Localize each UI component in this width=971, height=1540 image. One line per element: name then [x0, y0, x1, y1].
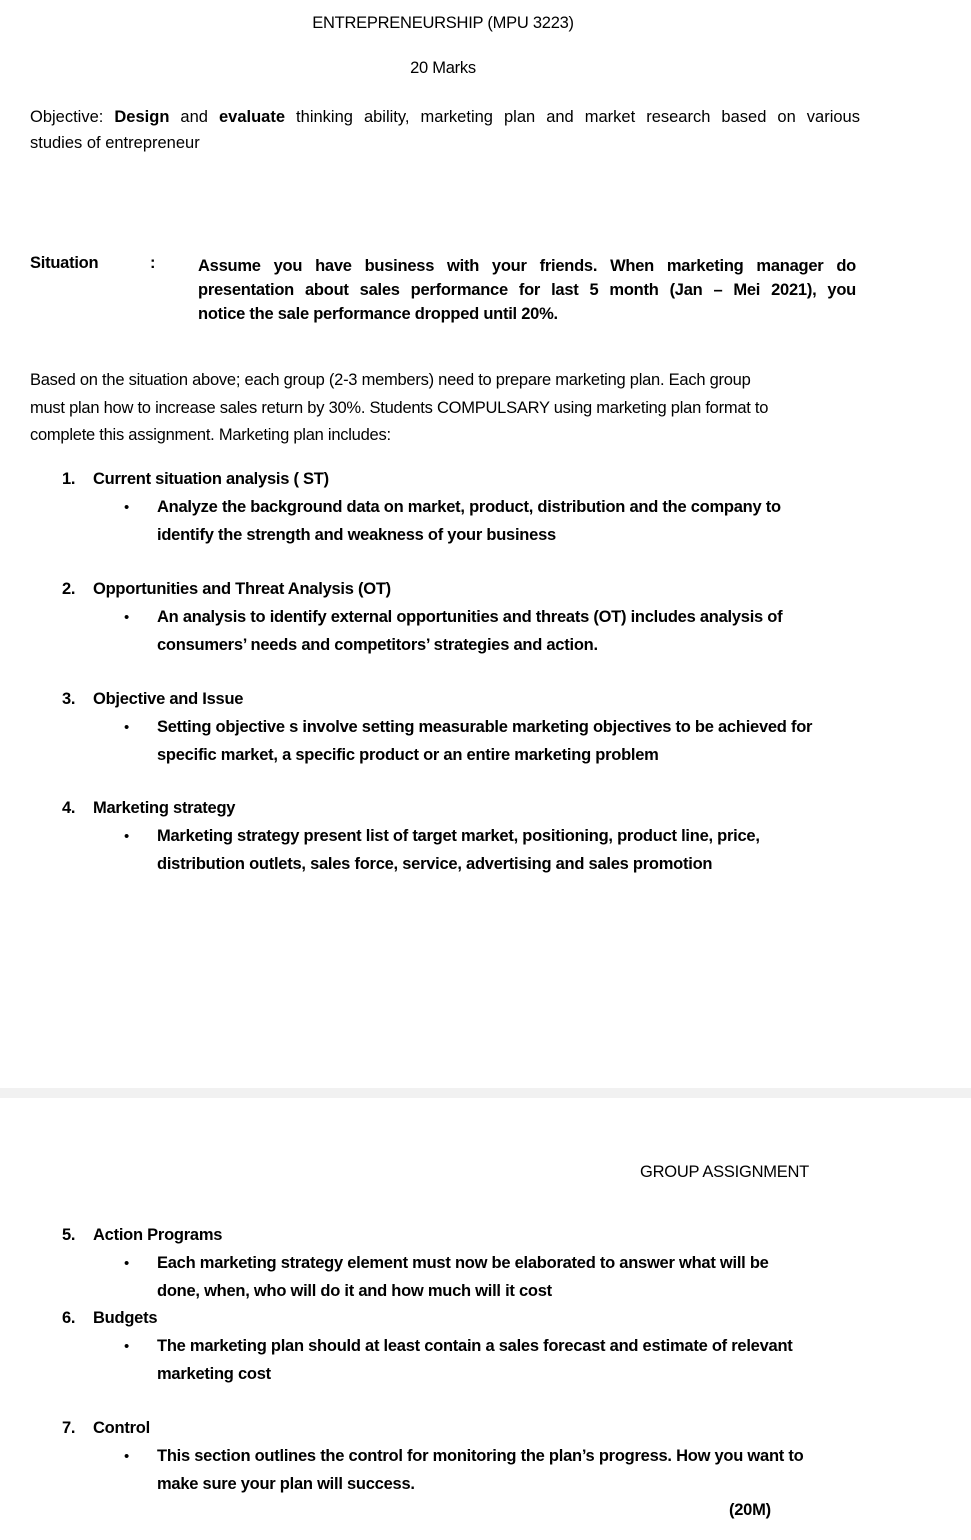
situation-colon: :	[150, 254, 156, 272]
item-description	[157, 823, 867, 878]
item-description-line: done, when, who will do it and how much will it cost	[157, 1281, 552, 1300]
marks-label: 20 Marks	[410, 59, 476, 77]
document-title: ENTREPRENEURSHIP (MPU 3223)	[312, 14, 574, 32]
bullet-icon: •	[124, 1448, 130, 1465]
item-number: 4.	[62, 799, 76, 817]
objective	[30, 104, 860, 156]
bullet-icon: •	[124, 499, 130, 516]
situation-line: Assume you have business with your friends. When marketing manager do	[198, 257, 856, 275]
item-title: Marketing strategy	[93, 799, 236, 817]
item-title: Control	[93, 1419, 150, 1437]
bullet-icon: •	[124, 719, 130, 736]
item-description	[157, 1333, 867, 1388]
bullet-icon: •	[124, 1338, 130, 1355]
item-description-line: Setting objective s involve setting measurable marketing objectives to be achieved for	[157, 718, 813, 736]
item-description	[157, 1443, 867, 1498]
situation-line: presentation about sales performance for last 5 month (Jan – Mei 2021), you	[198, 281, 856, 299]
page-separator	[0, 1088, 971, 1098]
situation-text	[198, 254, 856, 326]
item-title: Current situation analysis ( ST)	[93, 470, 329, 488]
intro-line: must plan how to increase sales return by 30%. Students COMPULSARY using marketing plan format to	[30, 398, 769, 417]
item-number: 1.	[62, 470, 76, 488]
item-description-line: The marketing plan should at least contain a sales forecast and estimate of relevant	[157, 1337, 793, 1355]
item-description-line: Marketing strategy present list of target market, positioning, product line, price,	[157, 827, 760, 845]
item-number: 6.	[62, 1309, 76, 1327]
item-title: Action Programs	[93, 1226, 223, 1244]
group-assignment-header: GROUP ASSIGNMENT	[640, 1163, 809, 1181]
situation-line: notice the sale performance dropped until 20%.	[198, 305, 558, 323]
bullet-icon: •	[124, 1255, 130, 1272]
item-description-line: specific market, a specific product or an entire marketing problem	[157, 745, 659, 764]
item-description-line: consumers’ needs and competitors’ strategies and action.	[157, 635, 598, 654]
total-marks: (20M)	[729, 1501, 771, 1519]
item-description	[157, 604, 867, 659]
objective-line-1: Objective: Design and evaluate thinking ability, marketing plan and market research based on various	[30, 108, 860, 126]
item-description-line: This section outlines the control for monitoring the plan’s progress. How you want to	[157, 1447, 804, 1465]
situation-label: Situation	[30, 254, 99, 272]
item-title: Objective and Issue	[93, 690, 244, 708]
item-description	[157, 714, 867, 769]
item-description-line: Analyze the background data on market, product, distribution and the company to	[157, 498, 781, 516]
bullet-icon: •	[124, 609, 130, 626]
item-number: 2.	[62, 580, 76, 598]
item-title: Opportunities and Threat Analysis (OT)	[93, 580, 391, 598]
item-title: Budgets	[93, 1309, 158, 1327]
objective-line-2: studies of entrepreneur	[30, 134, 200, 152]
item-description-line: make sure your plan will success.	[157, 1474, 415, 1493]
intro-paragraph	[30, 367, 870, 450]
item-description	[157, 494, 867, 549]
page-2	[0, 1098, 971, 1540]
item-description-line: identify the strength and weakness of your business	[157, 525, 556, 544]
intro-line: complete this assignment. Marketing plan includes:	[30, 426, 391, 444]
item-number: 3.	[62, 690, 76, 708]
item-description	[157, 1250, 867, 1305]
intro-line: Based on the situation above; each group (2-3 members) need to prepare marketing plan. Each group	[30, 371, 751, 389]
item-description-line: Each marketing strategy element must now be elaborated to answer what will be	[157, 1254, 769, 1272]
item-description-line: An analysis to identify external opportunities and threats (OT) includes analysis of	[157, 608, 783, 626]
item-number: 7.	[62, 1419, 76, 1437]
item-description-line: distribution outlets, sales force, service, advertising and sales promotion	[157, 854, 713, 873]
item-description-line: marketing cost	[157, 1364, 271, 1383]
bullet-icon: •	[124, 828, 130, 845]
item-number: 5.	[62, 1226, 76, 1244]
